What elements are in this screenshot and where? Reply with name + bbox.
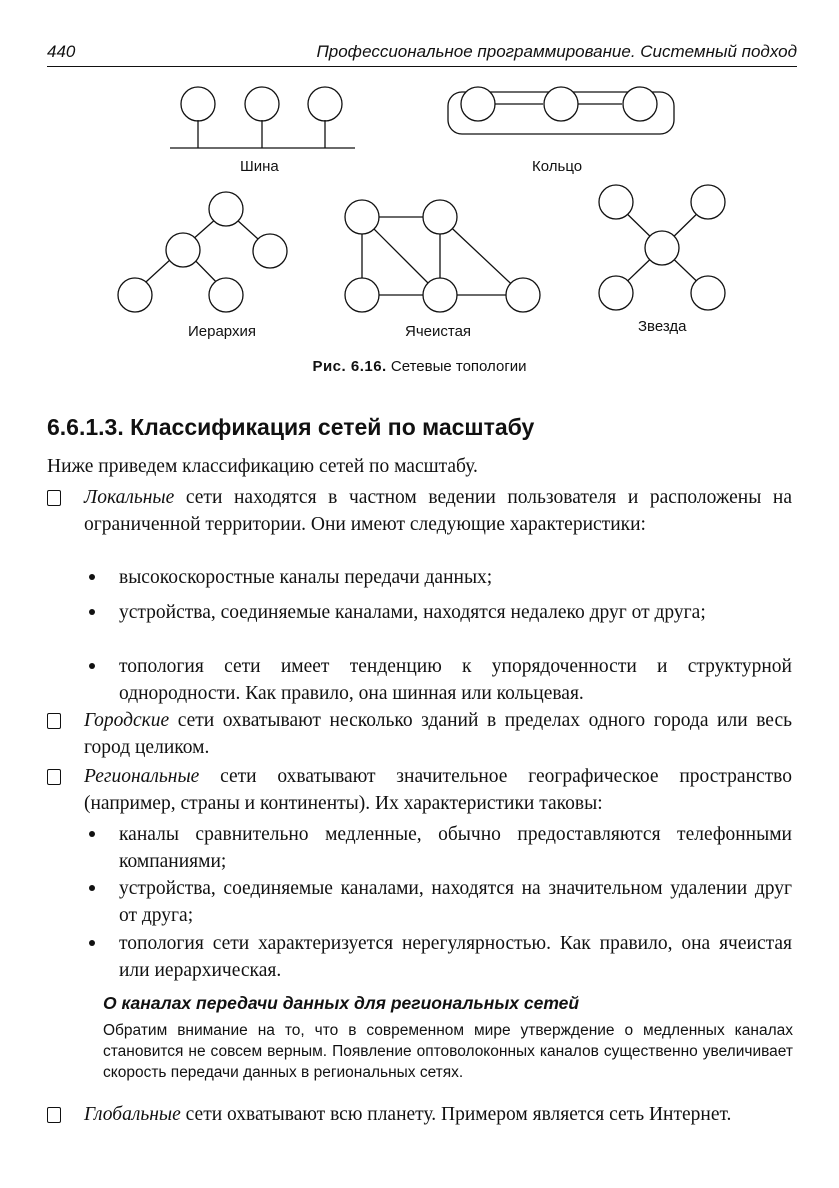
star-node (599, 185, 633, 219)
bullet-dot-icon (89, 885, 95, 891)
bullet-dot-icon (89, 574, 95, 580)
intro-paragraph: Ниже приведем классификацию сетей по масштабу. (47, 456, 478, 477)
ring-node (623, 87, 657, 121)
item-city (84, 707, 792, 761)
checkbox-bullet-icon (47, 490, 61, 506)
local-bullet-2: устройства, соединяемые каналами, находятся недалеко друг от друга; (119, 602, 706, 623)
label-hierarchy: Иерархия (188, 323, 256, 340)
bullet-dot-icon (89, 940, 95, 946)
mesh-node (423, 200, 457, 234)
bullet-dot-icon (89, 831, 95, 837)
note-text: Обратим внимание на то, что в современном мире утверждение о медленных каналах становится не совсем верным. Появление оптоволоконных каналов существенно увеличивает скорость передачи данных в региональных сетях. (103, 1022, 793, 1081)
item-regional (84, 763, 792, 817)
term-local: Локальные (84, 487, 175, 508)
mesh-node (345, 200, 379, 234)
term-regional: Региональные (84, 766, 200, 787)
hierarchy-node (209, 192, 243, 226)
label-star: Звезда (638, 318, 687, 335)
label-ring: Кольцо (532, 158, 583, 175)
bus-topology (170, 87, 355, 148)
bullet-dot-icon (89, 609, 95, 615)
star-node (691, 276, 725, 310)
term-global: Глобальные (84, 1104, 181, 1125)
mesh-node (506, 278, 540, 312)
local-bullet-3: топология сети имеет тенденцию к упорядоченности и структурной однородности. Как правило, она шинная или кольцевая. (119, 656, 792, 704)
section-heading: 6.6.1.3. Классификация сетей по масштабу (47, 414, 535, 440)
mesh-topology (345, 200, 540, 312)
text-regional: сети охватывают значительное географическое пространство (например, страны и континенты). Их характеристики таковы: (84, 766, 792, 814)
label-mesh: Ячеистая (405, 323, 472, 340)
ring-node (544, 87, 578, 121)
ring-node (461, 87, 495, 121)
ring-topology (448, 87, 674, 134)
text-global: сети охватывают всю планету. Примером является сеть Интернет. (180, 1104, 732, 1125)
local-bullet-1: высокоскоростные каналы передачи данных; (119, 567, 493, 588)
hierarchy-node (253, 234, 287, 268)
caption-text: Сетевые топологии (390, 358, 527, 375)
text-city: сети охватывают несколько зданий в пределах одного города или весь город целиком. (84, 710, 792, 758)
bus-node (308, 87, 342, 121)
term-city: Городские (84, 710, 170, 731)
page-number: 440 (47, 42, 76, 61)
star-node (691, 185, 725, 219)
figure-caption (0, 358, 839, 375)
bus-node (181, 87, 215, 121)
hierarchy-node (118, 278, 152, 312)
label-bus: Шина (240, 158, 279, 175)
hierarchy-node (209, 278, 243, 312)
star-node (599, 276, 633, 310)
item-global (84, 1101, 792, 1128)
note-title: О каналах передачи данных для региональных сетей (103, 993, 580, 1013)
book-title: Профессиональное программирование. Системный подход (316, 42, 797, 61)
regional-bullet-2: устройства, соединяемые каналами, находятся на значительном удалении друг от друга; (119, 878, 792, 926)
regional-bullet-3: топология сети характеризуется нерегулярностью. Как правило, она ячеистая или иерархическая. (119, 933, 792, 981)
text-local: сети находятся в частном ведении пользователя и расположены на ограниченной территории. Они имеют следующие характеристики: (84, 487, 792, 535)
regional-bullet-1: каналы сравнительно медленные, обычно предоставляются телефонными компаниями; (119, 824, 792, 872)
caption-number: Рис. 6.16. (312, 358, 387, 375)
page-header (47, 40, 797, 67)
star-hub (645, 231, 679, 265)
hierarchy-topology (118, 192, 287, 312)
bus-node (245, 87, 279, 121)
mesh-node (423, 278, 457, 312)
bullet-dot-icon (89, 663, 95, 669)
mesh-node (345, 278, 379, 312)
checkbox-bullet-icon (47, 769, 61, 785)
hierarchy-node (166, 233, 200, 267)
topology-figure (0, 70, 839, 355)
item-local (84, 484, 792, 538)
checkbox-bullet-icon (47, 1107, 61, 1123)
star-topology (599, 185, 725, 310)
checkbox-bullet-icon (47, 713, 61, 729)
